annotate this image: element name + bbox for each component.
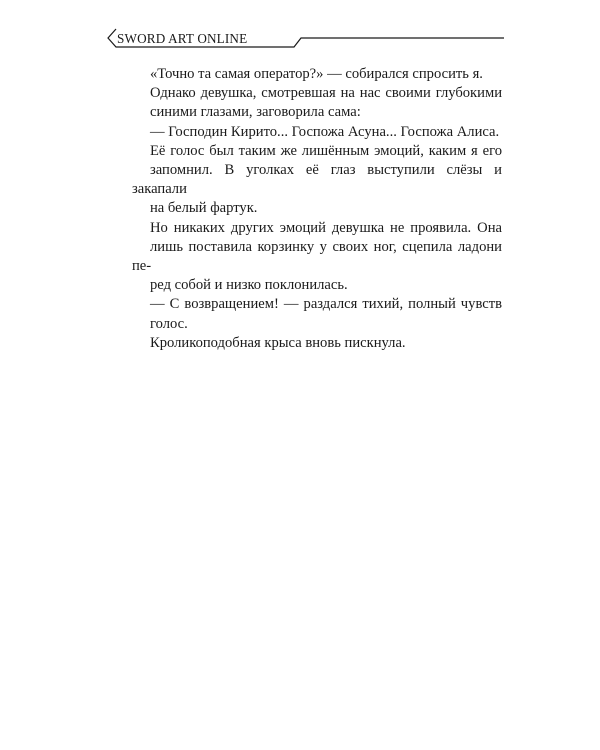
paragraph [132,65,502,84]
book-title: SWORD ART ONLINE [117,31,248,46]
paragraph [132,219,502,296]
text-line: ред собой и низко поклонилась. [150,277,348,294]
text-line: Её голос был таким же лишённым эмоций, каким я его [150,142,502,159]
paragraph [132,123,502,142]
running-header [104,26,504,50]
paragraph [132,334,502,353]
text-line: Но никаких других эмоций девушка не проявила. Она [150,219,502,236]
paragraph [132,295,502,333]
text-line: — С возвращением! — раздался тихий, полный чувств [150,296,502,313]
text-line: Однако девушка, смотревшая на нас своими глубокими [150,85,502,102]
paragraph [132,142,502,219]
page-body-text [132,65,502,353]
text-line: запомнил. В уголках её глаз выступили слёзы и закапали [132,162,502,198]
text-line: Кроликоподобная крыса вновь пискнула. [150,334,406,351]
text-line: — Господин Кирито... Госпожа Асуна... Госпожа Алиса. [150,123,500,140]
text-line: на белый фартук. [150,200,258,217]
text-line: синими глазами, заговорила сама: [150,104,361,121]
text-line: «Точно та самая оператор?» — собирался спросить я. [150,66,483,82]
text-line: лишь поставила корзинку у своих ног, сцепила ладони пе- [132,238,502,275]
paragraph [132,84,502,122]
text-line: голос. [150,315,188,332]
